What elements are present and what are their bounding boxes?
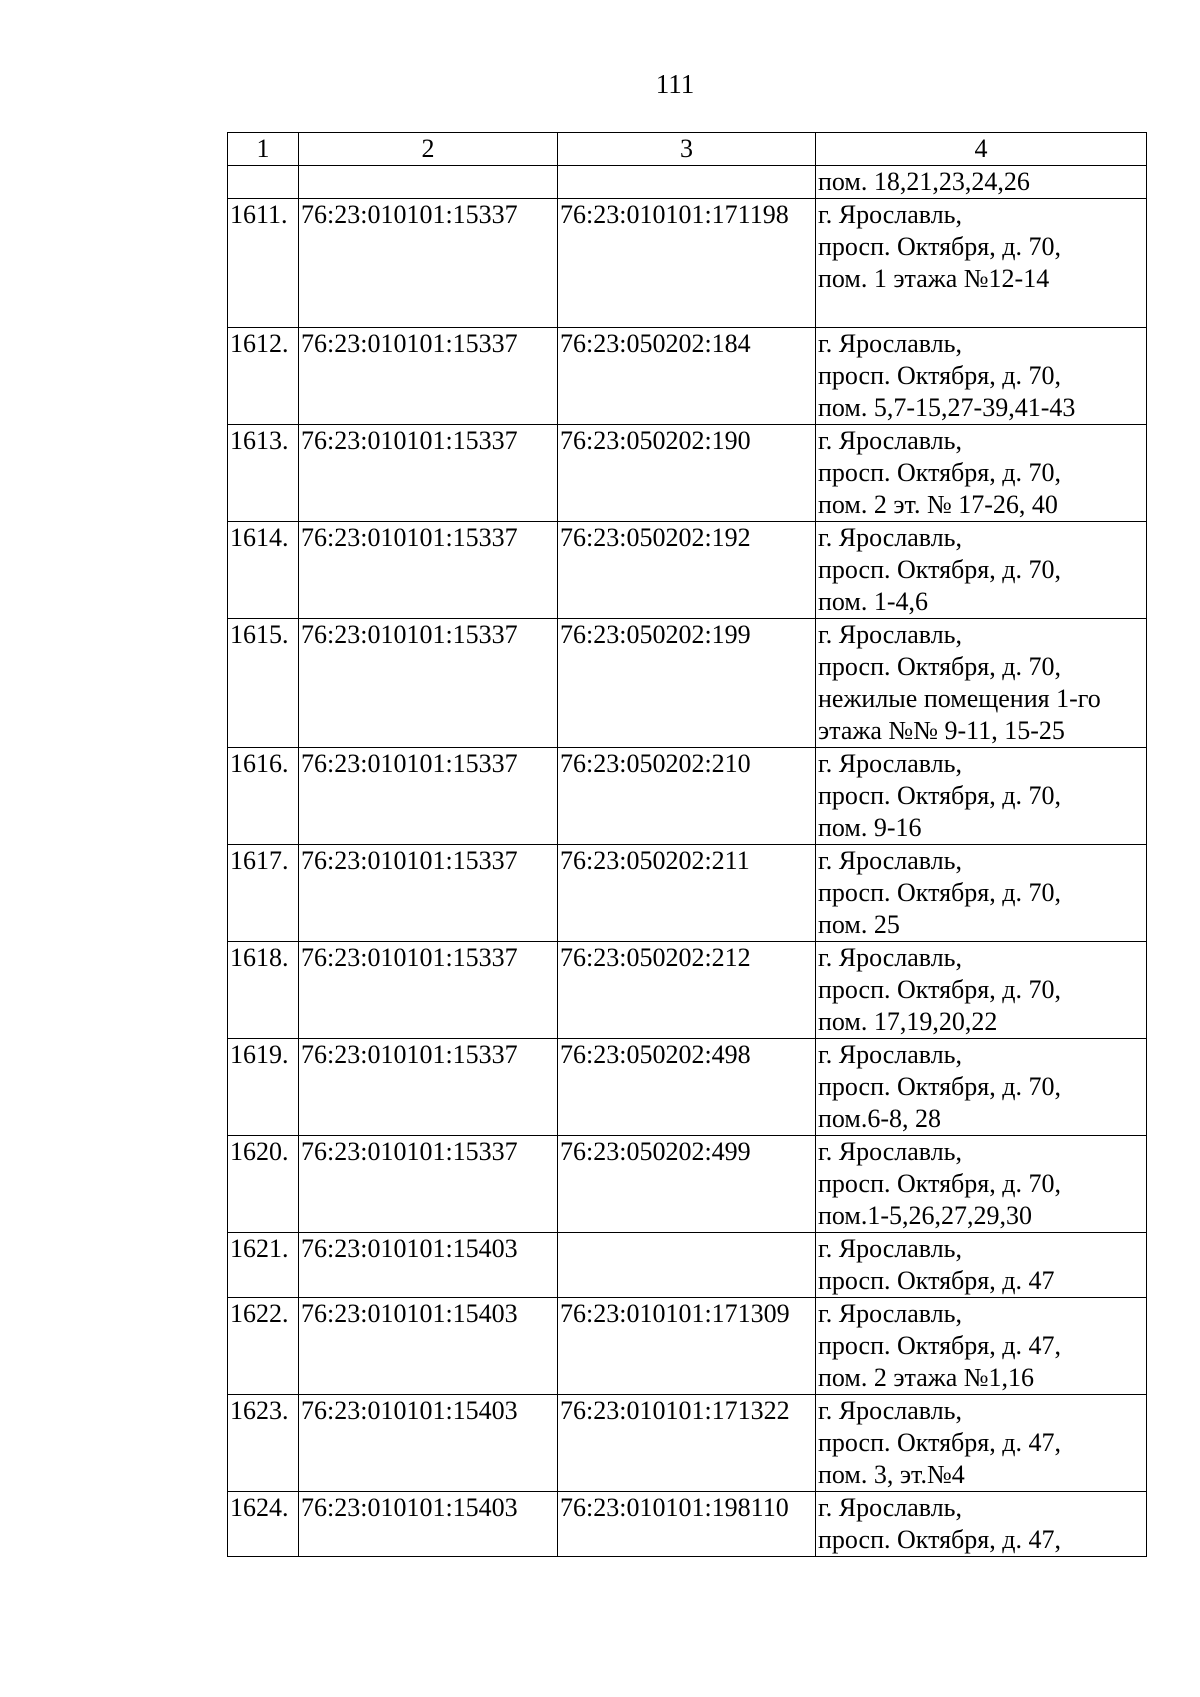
parcel-number-cell: 76:23:010101:15337 [299,328,558,425]
table-row [228,425,1147,522]
address-line: просп. Октября, д. 47, [818,1331,1061,1360]
address-line: г. Ярославль, [818,1234,963,1263]
address-line: г. Ярославль, [818,1137,963,1166]
address-line: этажа №№ 9-11, 15-25 [818,716,1065,745]
address-line: пом. 5,7-15,27-39,41-43 [818,393,1076,422]
parcel-number-cell: 76:23:010101:15403 [299,1298,558,1395]
row-number-cell: 1621. [228,1233,299,1298]
row-number-cell: 1612. [228,328,299,425]
object-number-cell: 76:23:050202:190 [558,425,816,522]
object-number-cell: 76:23:010101:171309 [558,1298,816,1395]
address-line: просп. Октября, д. 70, [818,1072,1061,1101]
object-number-cell: 76:23:050202:210 [558,748,816,845]
parcel-number-cell: 76:23:010101:15403 [299,1492,558,1557]
address-cell [816,1039,1147,1136]
address-cell [816,522,1147,619]
table-row [228,942,1147,1039]
column-header-2: 2 [299,133,558,166]
object-number-cell: 76:23:050202:192 [558,522,816,619]
address-line: г. Ярославль, [818,846,963,875]
address-line: просп. Октября, д. 70, [818,878,1061,907]
address-line: г. Ярославль, [818,620,963,649]
address-cell [816,619,1147,748]
address-line: г. Ярославль, [818,426,963,455]
address-line: г. Ярославль, [818,943,963,972]
address-line: просп. Октября, д. 70, [818,781,1061,810]
address-line: г. Ярославль, [818,329,963,358]
object-number-cell: 76:23:050202:211 [558,845,816,942]
address-line: пом. 2 эт. № 17-26, 40 [818,490,1058,519]
address-cell [816,328,1147,425]
address-line: пом. 1 этажа №12-14 [818,264,1050,293]
row-number-cell: 1622. [228,1298,299,1395]
registry-table [227,132,1147,1557]
column-header-3: 3 [558,133,816,166]
parcel-number-cell: 76:23:010101:15337 [299,1039,558,1136]
address-line: просп. Октября, д. 70, [818,232,1061,261]
address-line: просп. Октября, д. 70, [818,458,1061,487]
table-row [228,1039,1147,1136]
parcel-number-cell [299,166,558,199]
object-number-cell: 76:23:010101:171198 [558,199,816,328]
parcel-number-cell: 76:23:010101:15337 [299,942,558,1039]
parcel-number-cell: 76:23:010101:15337 [299,845,558,942]
address-line: г. Ярославль, [818,749,963,778]
table-row [228,1298,1147,1395]
address-line: пом. 3, эт.№4 [818,1460,965,1489]
object-number-cell: 76:23:010101:198110 [558,1492,816,1557]
address-line: пом.1-5,26,27,29,30 [818,1201,1033,1230]
address-line [818,295,1144,327]
parcel-number-cell: 76:23:010101:15337 [299,199,558,328]
address-cell [816,942,1147,1039]
object-number-cell: 76:23:050202:499 [558,1136,816,1233]
table-row [228,328,1147,425]
table-row [228,199,1147,328]
row-number-cell: 1620. [228,1136,299,1233]
row-number-cell: 1624. [228,1492,299,1557]
object-number-cell [558,166,816,199]
row-number-cell: 1611. [228,199,299,328]
table-row [228,619,1147,748]
parcel-number-cell: 76:23:010101:15337 [299,522,558,619]
address-cell [816,1136,1147,1233]
address-line: пом.6-8, 28 [818,1104,942,1133]
page-number: 111 [655,69,695,99]
object-number-cell: 76:23:050202:184 [558,328,816,425]
row-number-cell: 1623. [228,1395,299,1492]
address-line: пом. 25 [818,910,900,939]
column-header-1: 1 [228,133,299,166]
row-number-cell: 1613. [228,425,299,522]
parcel-number-cell: 76:23:010101:15337 [299,619,558,748]
address-line: просп. Октября, д. 70, [818,975,1061,1004]
address-line: просп. Октября, д. 70, [818,652,1061,681]
object-number-cell [558,1233,816,1298]
table-row [228,845,1147,942]
table-row [228,1492,1147,1557]
address-cell [816,1492,1147,1557]
address-line: г. Ярославль, [818,200,963,229]
address-line: просп. Октября, д. 47, [818,1525,1061,1554]
address-line: просп. Октября, д. 70, [818,1169,1061,1198]
address-line: пом. 2 этажа №1,16 [818,1363,1035,1392]
table-row [228,748,1147,845]
address-line: г. Ярославль, [818,1493,963,1522]
parcel-number-cell: 76:23:010101:15403 [299,1395,558,1492]
address-cell [816,199,1147,328]
address-line: пом. 17,19,20,22 [818,1007,998,1036]
parcel-number-cell: 76:23:010101:15337 [299,1136,558,1233]
address-line: г. Ярославль, [818,1040,963,1069]
row-number-cell: 1615. [228,619,299,748]
row-number-cell: 1614. [228,522,299,619]
address-line: пом. 1-4,6 [818,587,929,616]
row-number-cell: 1619. [228,1039,299,1136]
row-number-cell: 1618. [228,942,299,1039]
address-line: г. Ярославль, [818,1396,963,1425]
address-cell [816,1233,1147,1298]
table-row [228,522,1147,619]
address-cell [816,1298,1147,1395]
row-number-cell: 1616. [228,748,299,845]
table-row [228,1233,1147,1298]
object-number-cell: 76:23:050202:199 [558,619,816,748]
column-header-4: 4 [816,133,1147,166]
table-header-row [228,133,1147,166]
table-row [228,1136,1147,1233]
address-cell [816,845,1147,942]
address-line: просп. Октября, д. 47 [818,1266,1055,1295]
address-line: нежилые помещения 1-го [818,684,1101,713]
address-line: просп. Октября, д. 70, [818,555,1061,584]
row-number-cell [228,166,299,199]
address-cell [816,1395,1147,1492]
parcel-number-cell: 76:23:010101:15403 [299,1233,558,1298]
address-line: пом. 9-16 [818,813,922,842]
row-number-cell: 1617. [228,845,299,942]
object-number-cell: 76:23:050202:212 [558,942,816,1039]
object-number-cell: 76:23:010101:171322 [558,1395,816,1492]
address-cell [816,425,1147,522]
address-line: просп. Октября, д. 47, [818,1428,1061,1457]
address-line: пом. 18,21,23,24,26 [818,167,1030,196]
parcel-number-cell: 76:23:010101:15337 [299,748,558,845]
address-cell [816,748,1147,845]
parcel-number-cell: 76:23:010101:15337 [299,425,558,522]
address-line: г. Ярославль, [818,1299,963,1328]
table-body [228,166,1147,1557]
object-number-cell: 76:23:050202:498 [558,1039,816,1136]
table-row [228,1395,1147,1492]
address-line: г. Ярославль, [818,523,963,552]
address-line: просп. Октября, д. 70, [818,361,1061,390]
address-cell [816,166,1147,199]
table-row [228,166,1147,199]
